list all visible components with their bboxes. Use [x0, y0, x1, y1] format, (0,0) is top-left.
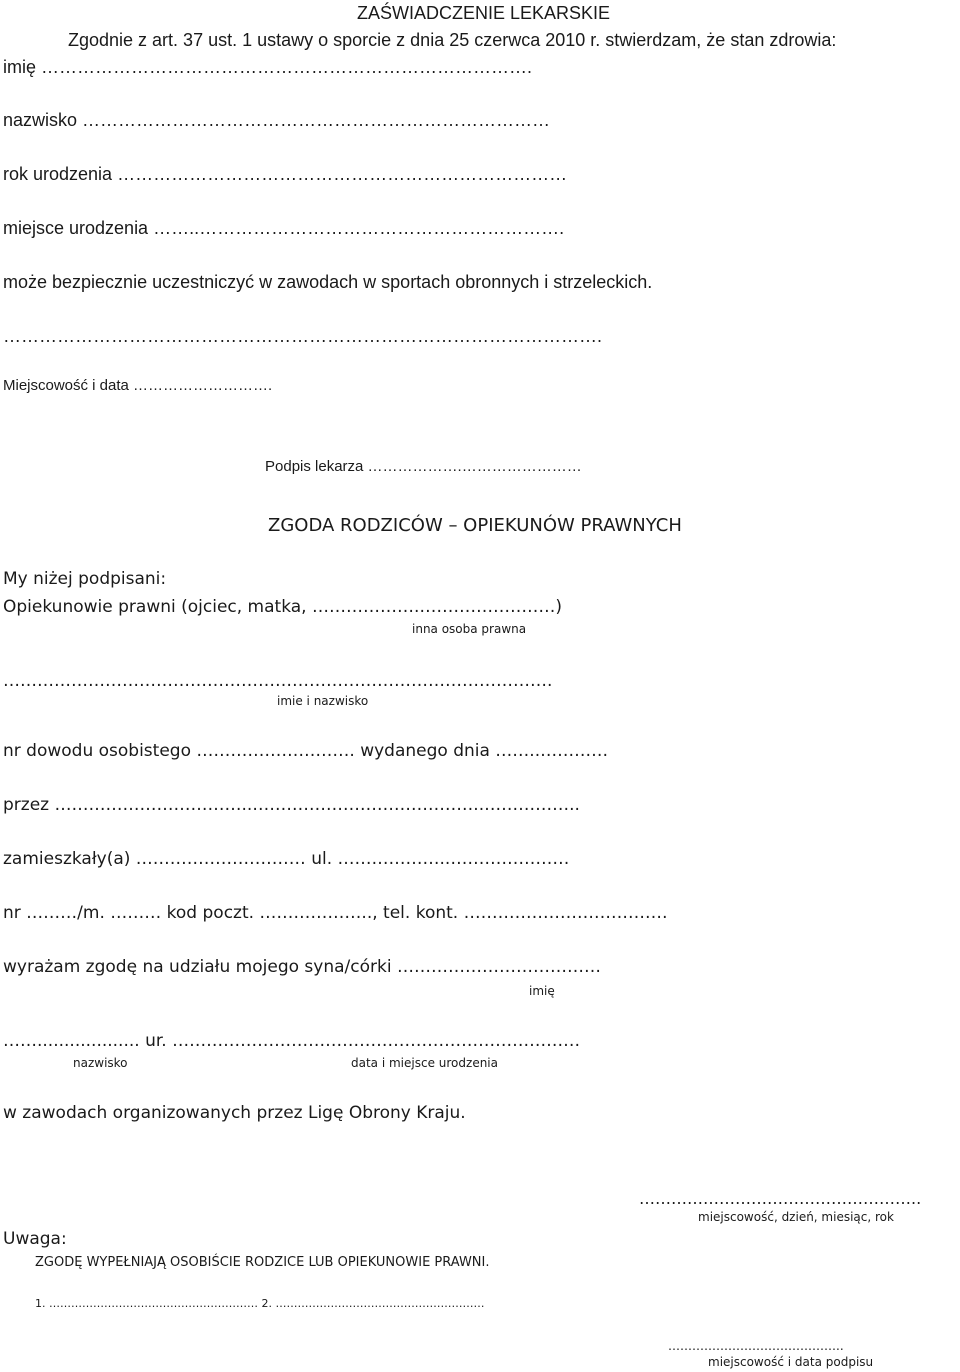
guardian-name-caption: imie i nazwisko	[277, 694, 369, 708]
fitness-statement: może bezpiecznie uczestniczyć w zawodach w sportach obronnych i strzeleckich.	[3, 272, 653, 292]
id-card-field: nr dowodu osobistego ………………………. wydanego dnia ……..…………	[3, 741, 609, 761]
note-text: ZGODĘ WYPEŁNIAJĄ OSOBIŚCIE RODZICE LUB OPIEKUNOWIE PRAWNI.	[35, 1255, 490, 1270]
child-last-name-caption: nazwisko	[73, 1056, 128, 1070]
place-date-dotted-line: ……………………………………………..	[639, 1189, 922, 1208]
child-birth-caption: data i miejsce urodzenia	[351, 1056, 498, 1070]
issued-by-field: przez ……………………………..…………………………………..……………..	[3, 795, 580, 815]
place-date-caption: miejscowość, dzień, miesiąc, rok	[698, 1210, 894, 1224]
signature-dotted-line: ……………………………………..	[668, 1339, 844, 1353]
other-legal-person-caption: inna osoba prawna	[412, 622, 527, 636]
residence-field: zamieszkały(a) ………………………… ul. ………………..…………………	[3, 849, 570, 869]
certificate-intro: Zgodnie z art. 37 ust. 1 ustawy o sporcie z dnia 25 czerwca 2010 r. stwierdzam, że stan zdrowia:	[68, 30, 837, 50]
consent-heading: ZGODA RODZICÓW – OPIEKUNÓW PRAWNYCH	[268, 515, 682, 536]
certificate-title: ZAŚWIADCZENIE LEKARSKIE	[357, 3, 611, 23]
signature-caption: miejscowość i data podpisu	[708, 1355, 874, 1369]
undersigned-label: My niżej podpisani:	[3, 569, 167, 589]
birth-year-field: rok urodzenia …………………………………………………………………	[3, 164, 568, 184]
signature-dotted-line: ……………………………………………………………………………………….	[3, 326, 603, 346]
consent-child-field: wyrażam zgodę na udziału mojego syna/córki ………………………………	[3, 957, 601, 977]
doctor-signature-field: Podpis lekarza ……………….……………………	[265, 458, 582, 475]
guardian-signatures-line: 1. ………………………………………………… 2. …………………………………………………	[35, 1297, 485, 1310]
competition-statement: w zawodach organizowanych przez Ligę Obrony Kraju.	[3, 1103, 466, 1123]
note-label: Uwaga:	[3, 1229, 67, 1249]
child-details-field: ……................... ur. ………………………………………………………………	[3, 1031, 581, 1051]
child-first-name-caption: imię	[529, 984, 555, 998]
place-and-date-field: Miejscowość i data ……………………….	[3, 377, 273, 394]
guardian-name-dotted-line: …………………………………………………………………………………….	[3, 671, 553, 691]
first-name-field: imię ……………………………………………………………………….	[3, 57, 533, 77]
last-name-field: nazwisko ……………………………………………………………………	[3, 110, 551, 130]
birth-place-field: miejsce urodzenia ……..…………………………………………………….	[3, 218, 565, 238]
guardians-field: Opiekunowie prawni (ojciec, matka, ……………….……………………)	[3, 597, 563, 617]
address-field: nr ………/m. ……… kod poczt. ……………….., tel. kont. ………………………………	[3, 903, 668, 923]
